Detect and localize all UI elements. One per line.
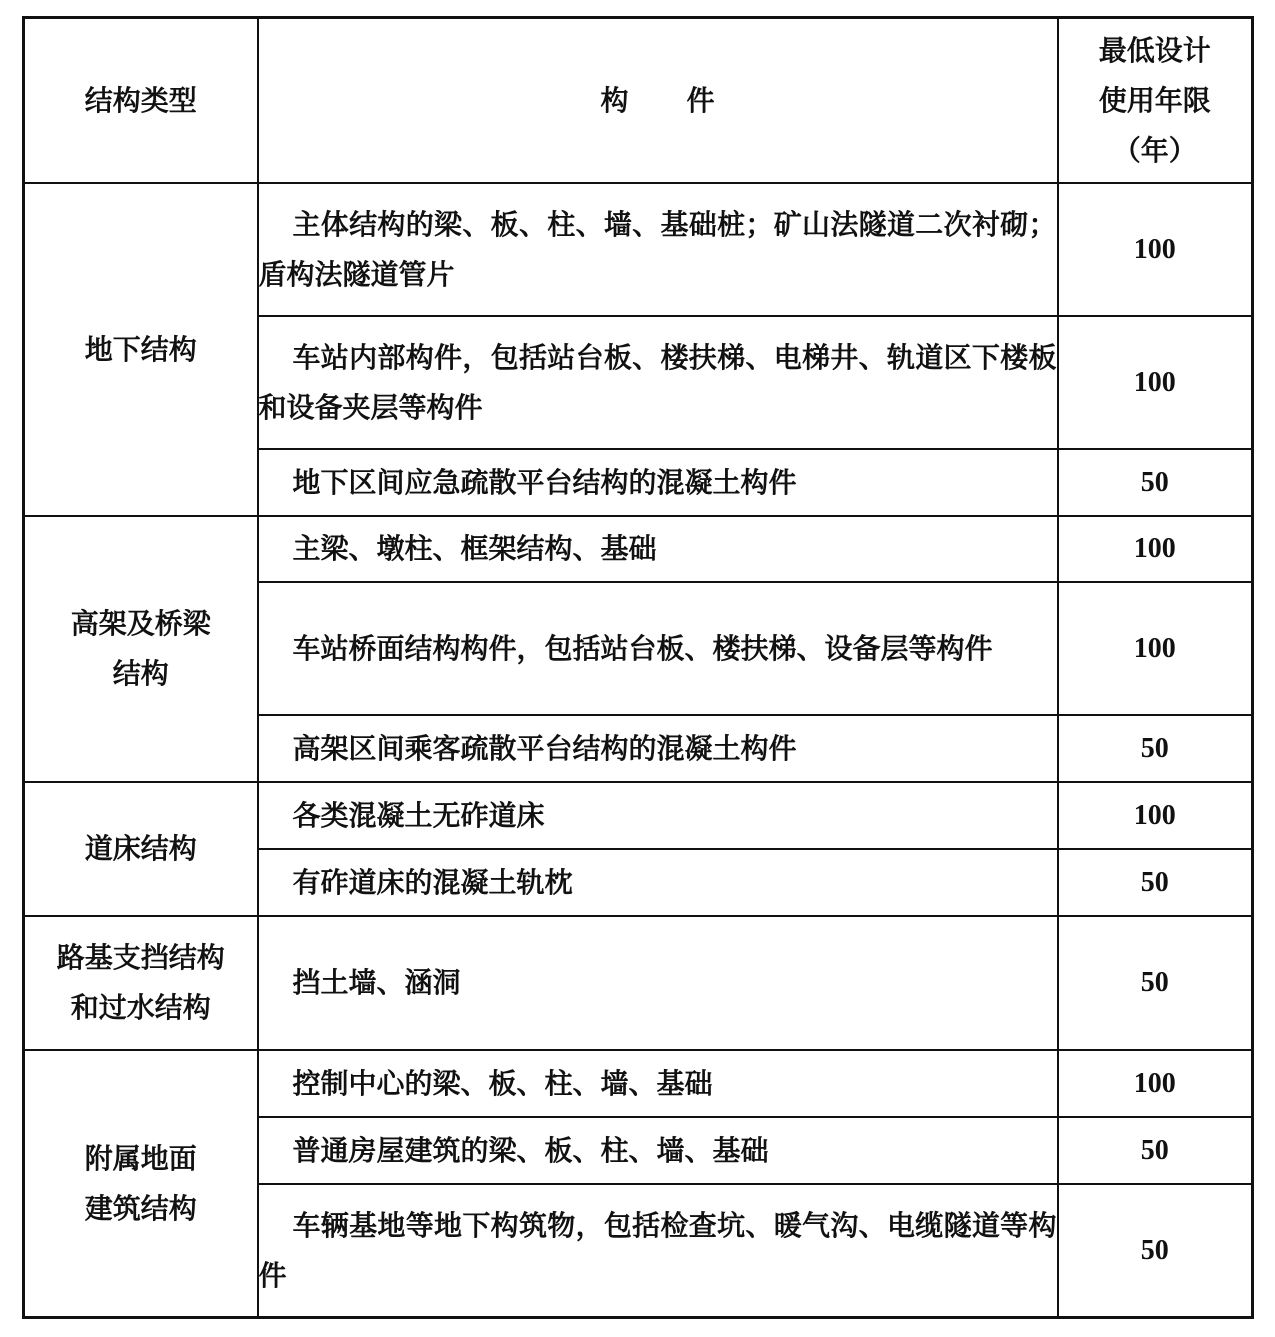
design-life-value: 50 — [1058, 916, 1253, 1050]
structure-type-cell — [24, 1050, 258, 1318]
structure-type-label: 道床结构 — [84, 832, 197, 865]
component-cell: 车辆基地等地下构筑物，包括检查坑、暖气沟、电缆隧道等构件 — [258, 1184, 1058, 1318]
table-header-row — [24, 18, 1253, 184]
header-component-char-1: 构 — [600, 83, 629, 117]
structure-type-label-line-2: 结构 — [112, 657, 169, 690]
design-life-table — [22, 16, 1254, 1319]
header-min-design-life — [1058, 18, 1253, 184]
structure-type-label-line-1: 路基支挡结构 — [56, 941, 225, 974]
table-row — [24, 1050, 1253, 1117]
design-life-value: 50 — [1058, 715, 1253, 782]
component-cell: 有砟道床的混凝土轨枕 — [258, 849, 1058, 916]
component-cell: 高架区间乘客疏散平台结构的混凝土构件 — [258, 715, 1058, 782]
design-life-value: 100 — [1058, 1050, 1253, 1117]
structure-type-cell — [24, 916, 258, 1050]
header-years-line-3: （年） — [1112, 133, 1197, 167]
design-life-value: 100 — [1058, 316, 1253, 449]
header-structure-type: 结构类型 — [24, 18, 258, 184]
structure-type-cell — [24, 516, 258, 782]
structure-type-cell — [24, 183, 258, 516]
component-cell: 挡土墙、涵洞 — [258, 916, 1058, 1050]
header-years-line-2: 使用年限 — [1098, 83, 1211, 117]
design-life-value: 100 — [1058, 582, 1253, 715]
design-life-value: 50 — [1058, 449, 1253, 516]
component-cell: 控制中心的梁、板、柱、墙、基础 — [258, 1050, 1058, 1117]
component-cell: 车站桥面结构构件，包括站台板、楼扶梯、设备层等构件 — [258, 582, 1058, 715]
component-cell: 主梁、墩柱、框架结构、基础 — [258, 516, 1058, 582]
structure-type-label-line-1: 附属地面 — [84, 1141, 197, 1175]
component-cell: 车站内部构件，包括站台板、楼扶梯、电梯井、轨道区下楼板和设备夹层等构件 — [258, 316, 1058, 449]
component-cell: 地下区间应急疏散平台结构的混凝土构件 — [258, 449, 1058, 516]
design-life-value: 100 — [1058, 782, 1253, 849]
design-life-value: 100 — [1058, 183, 1253, 316]
header-years-line-1: 最低设计 — [1098, 33, 1211, 67]
table-row — [24, 183, 1253, 316]
table-row — [24, 916, 1253, 1050]
header-component-char-2: 件 — [686, 83, 715, 117]
table-row — [24, 516, 1253, 582]
table-row — [24, 782, 1253, 849]
structure-type-label: 地下结构 — [84, 332, 197, 366]
design-life-value: 50 — [1058, 1117, 1253, 1184]
header-component — [258, 18, 1058, 184]
structure-type-label-line-1: 高架及桥梁 — [70, 607, 211, 640]
component-cell: 普通房屋建筑的梁、板、柱、墙、基础 — [258, 1117, 1058, 1184]
component-cell: 各类混凝土无砟道床 — [258, 782, 1058, 849]
component-cell: 主体结构的梁、板、柱、墙、基础桩；矿山法隧道二次衬砌；盾构法隧道管片 — [258, 183, 1058, 316]
structure-type-cell — [24, 782, 258, 916]
structure-type-label-line-2: 和过水结构 — [70, 991, 211, 1024]
design-life-value: 100 — [1058, 516, 1253, 582]
design-life-value: 50 — [1058, 1184, 1253, 1318]
design-life-value: 50 — [1058, 849, 1253, 916]
structure-type-label-line-2: 建筑结构 — [84, 1191, 197, 1225]
